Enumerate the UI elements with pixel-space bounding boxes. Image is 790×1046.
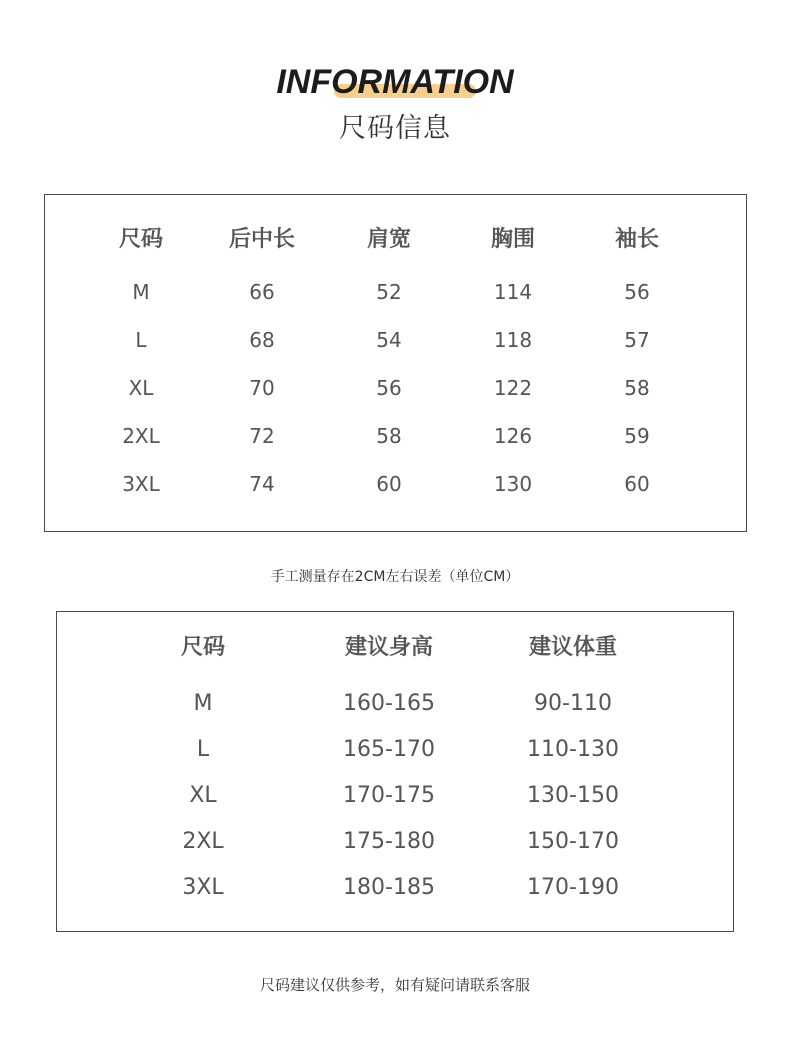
table-cell: 130-150 [527, 783, 619, 808]
table-cell: 2XL [182, 829, 224, 854]
table-cell: 60 [624, 472, 650, 496]
table-cell: 160-165 [343, 691, 435, 716]
table-cell: 175-180 [343, 829, 435, 854]
table-row [45, 469, 746, 499]
table-cell: 70 [249, 376, 275, 400]
table-row [45, 325, 746, 355]
measurement-note: 手工测量存在2CM左右误差（单位CM） [270, 569, 520, 585]
header-cell-size: 尺码 [180, 635, 225, 660]
table-row [57, 873, 733, 903]
table-cell: 114 [493, 280, 533, 304]
table-cell: L [196, 737, 210, 762]
table-cell: 2XL [122, 424, 160, 448]
table-header-row [57, 633, 733, 663]
table-cell: 170-175 [343, 783, 435, 808]
table-cell: 52 [376, 280, 402, 304]
table-cell: 58 [376, 424, 402, 448]
table-cell: M [193, 691, 213, 716]
table-cell: XL [128, 376, 154, 400]
table-row [45, 277, 746, 307]
table-cell: 54 [376, 328, 402, 352]
table-cell: 59 [624, 424, 650, 448]
table-cell: 74 [249, 472, 275, 496]
header-cell-shoulder: 肩宽 [366, 227, 411, 252]
recommend-table [56, 611, 734, 932]
table-cell: 56 [624, 280, 650, 304]
header-cell-weight: 建议体重 [528, 635, 617, 660]
page-subtitle: 尺码信息 [339, 113, 451, 144]
table-cell: 90-110 [534, 691, 612, 716]
table-cell: 118 [493, 328, 533, 352]
header-cell-size: 尺码 [118, 227, 163, 252]
table-cell: 57 [624, 328, 650, 352]
table-cell: 165-170 [343, 737, 435, 762]
table-row [57, 827, 733, 857]
table-cell: 122 [493, 376, 533, 400]
table-row [57, 689, 733, 719]
table-cell: 3XL [182, 875, 224, 900]
title-block [276, 60, 513, 104]
page-header [0, 60, 790, 145]
page-title: INFORMATION [276, 63, 514, 101]
table-cell: 3XL [122, 472, 160, 496]
table-cell: 150-170 [527, 829, 619, 854]
table-cell: 110-130 [527, 737, 619, 762]
table-row [57, 735, 733, 765]
table-cell: M [132, 280, 150, 304]
table-cell: 56 [376, 376, 402, 400]
table-cell: XL [189, 783, 217, 808]
table-cell: L [135, 328, 147, 352]
table-cell: 72 [249, 424, 275, 448]
header-cell-back-length: 后中长 [228, 227, 295, 252]
table-cell: 170-190 [527, 875, 619, 900]
table-row [45, 421, 746, 451]
size-table [44, 194, 747, 532]
table-cell: 180-185 [343, 875, 435, 900]
table-cell: 68 [249, 328, 275, 352]
table-cell: 60 [376, 472, 402, 496]
table-cell: 58 [624, 376, 650, 400]
table-row [45, 373, 746, 403]
header-cell-sleeve: 袖长 [614, 227, 659, 252]
header-cell-height: 建议身高 [344, 635, 433, 660]
table-cell: 130 [493, 472, 533, 496]
table-row [57, 781, 733, 811]
table-cell: 66 [249, 280, 275, 304]
table-header-row [45, 225, 746, 255]
header-cell-chest: 胸围 [490, 227, 535, 252]
table-cell: 126 [493, 424, 533, 448]
footer-note: 尺码建议仅供参考，如有疑问请联系客服 [259, 976, 530, 994]
